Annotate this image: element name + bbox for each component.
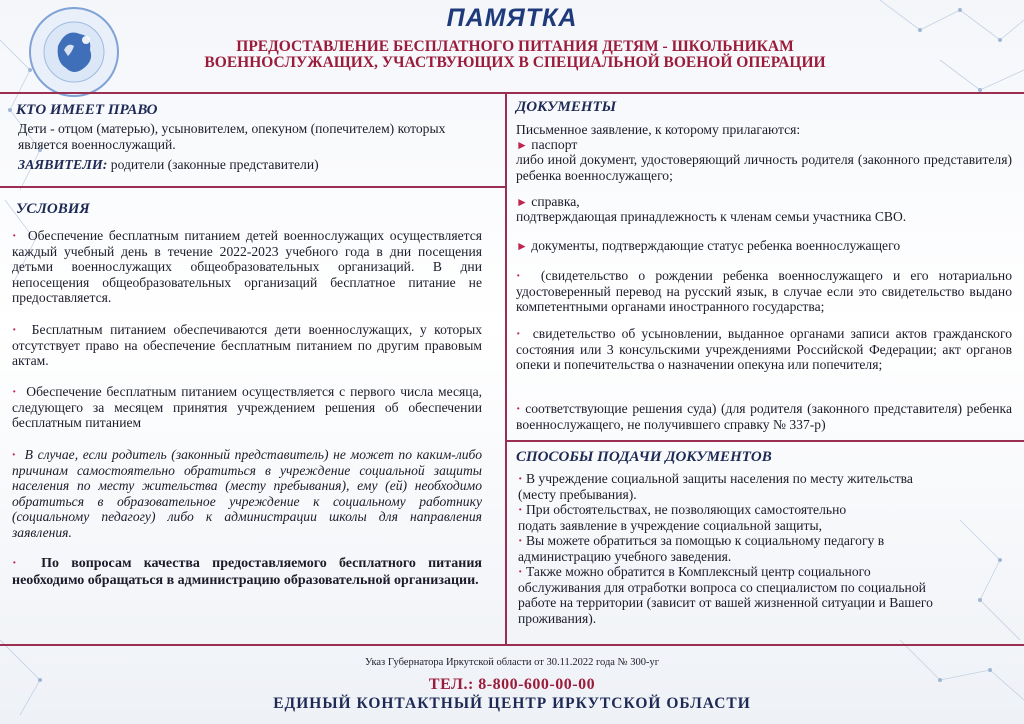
who-heading: КТО ИМЕЕТ ПРАВО [16,102,158,118]
subtitle-line-2: ВОЕННОСЛУЖАЩИХ, УЧАСТВУЮЩИХ В СПЕЦИАЛЬНОЙ ВОЕНОЙ ОПЕРАЦИИ [204,54,826,71]
arrow-bullet-icon: ► [516,138,528,152]
bullet-dot-icon: · [12,384,17,399]
methods-list: · В учреждение социальной защиты населения по месту жительства (месту пребывания). · При обстоятельствах, не позволяющих самостоятельно подать заявление в учреждение социальной защиты, · Вы можете обратиться за помощью к социальному педагогу в администрацию учебного заведения. · Также можно обратится в Комплексный центр социального обслуживания для отработки вопроса со специалистом по социальной работе на территории (зависит от вашей жизненной ситуации и Вашего проживания). [518,471,1008,626]
passport-text: либо иной документ, удостоверяющий личность родителя (законного представителя) ребенка военнослужащего; [516,152,1012,183]
contact-center-name: ЕДИНЫЙ КОНТАКТНЫЙ ЦЕНТР ИРКУТСКОЙ ОБЛАСТИ [273,695,751,712]
condition-item-5: · По вопросам качества предоставляемого бесплатного питания необходимо обращаться в администрацию образовательной организации. [12,556,483,588]
bullet-dot-icon: · [518,564,523,579]
bullet-dot-icon: · [518,471,523,486]
subtitle-line-1: ПРЕДОСТАВЛЕНИЕ БЕСПЛАТНОГО ПИТАНИЯ ДЕТЯМ - ШКОЛЬНИКАМ [236,38,794,55]
applicants [18,157,498,174]
bullet-dot-icon: · [12,447,16,462]
page-subtitle [130,39,900,71]
method-item-1: · В учреждение социальной защиты населения по месту жительства [518,471,913,486]
bullet-dot-icon: · [518,502,523,517]
conditions-heading: УСЛОВИЯ [16,201,90,217]
hotline-phone: ТЕЛ.: 8-800-600-00-00 [428,676,596,693]
certificate-text: подтверждающая принадлежность к членам семьи участника СВО. [516,209,907,224]
bullet-dot-icon: · [516,401,521,416]
bullet-dot-icon: · [516,326,521,341]
methods-heading: СПОСОБЫ ПОДАЧИ ДОКУМЕНТОВ [516,449,772,465]
status-docs: ► документы, подтверждающие статус ребенка военнослужащего [516,238,901,253]
page-title: ПАМЯТКА [446,4,578,32]
arrow-bullet-icon: ► [516,195,528,209]
passport-label: ► паспорт [516,137,578,152]
bullet-dot-icon: · [516,268,521,283]
bullet-dot-icon: · [12,228,17,243]
arrow-bullet-icon: ► [516,239,528,253]
certificate-label: ► справка, [516,194,580,209]
bullet-dot-icon: · [518,533,523,548]
who-description: Дети - отцом (матерью), усыновителем, опекуном (попечителем) которых является военнослужащий. [18,121,446,152]
method-item-4: · Также можно обратится в Комплексный центр социального [518,564,871,579]
applicants-text: родители (законные представители) [107,157,319,172]
left-section-divider [0,186,506,188]
condition-item-4: · В случае, если родитель (законный представитель) не может по каким-либо причинам самостоятельно обратиться в учреждение социальной защиты населения по месту жительства (месту пребывания), ему (ей) необходимо обратиться в образовательное учреждение к социальному работнику (социальному педагогу) либо к администрации школы для направления заявления. [12,447,482,540]
document-item-1: · (свидетельство о рождении ребенка военнослужащего и его нотариально удостоверенный перевод на русский язык, в случае если это свидетельство выдано компетентными органами иностранного государства; [516,268,1012,314]
condition-item-3: · Обеспечение бесплатным питанием осуществляется с первого числа месяца, следующего за месяцем принятия учреждением решения об обеспечении бесплатным питанием [12,384,482,430]
condition-item-2: · Бесплатным питанием обеспечиваются дети военнослужащих, у которых отсутствует право на обеспечение бесплатным питанием по другим правовым актам. [12,322,482,368]
documents-intro: Письменное заявление, к которому прилагаются: [516,122,801,137]
condition-item-1: · Обеспечение бесплатным питанием детей военнослужащих осуществляется каждый учебный день в течение 2022-2023 учебного года в дни посещения детьми военнослужащих общеобразовательных организаций. В дни непосещения общеобразовательных организаций бесплатное питание не предоставляется. [12,228,483,305]
right-section-divider [506,440,1024,442]
top-divider [0,92,1024,94]
center-divider [505,92,507,644]
method-item-3: · Вы можете обратиться за помощью к социальному педагогу в [518,533,885,548]
applicants-label: ЗАЯВИТЕЛИ: [18,158,108,173]
bottom-divider [0,644,1024,646]
bullet-dot-icon: · [12,556,17,571]
method-item-2: · При обстоятельствах, не позволяющих самостоятельно [518,502,847,517]
document-item-3: · соответствующие решения суда) (для родителя (законного представителя) ребенка военнослужащего, не получившего справку № 337-р) [516,401,1012,432]
who-text [18,121,458,152]
bullet-dot-icon: · [12,322,17,337]
documents-heading: ДОКУМЕНТЫ [516,99,617,115]
document-item-2: · свидетельство об усыновлении, выданное органами записи актов гражданского состояния или 3 консульскими учреждениями Российской Федерации; акт органов опеки и попечительства о назначении опекуна или попечителя; [516,326,1013,372]
decree-note: Указ Губернатора Иркутской области от 30.11.2022 года № 300-уг [364,657,660,668]
